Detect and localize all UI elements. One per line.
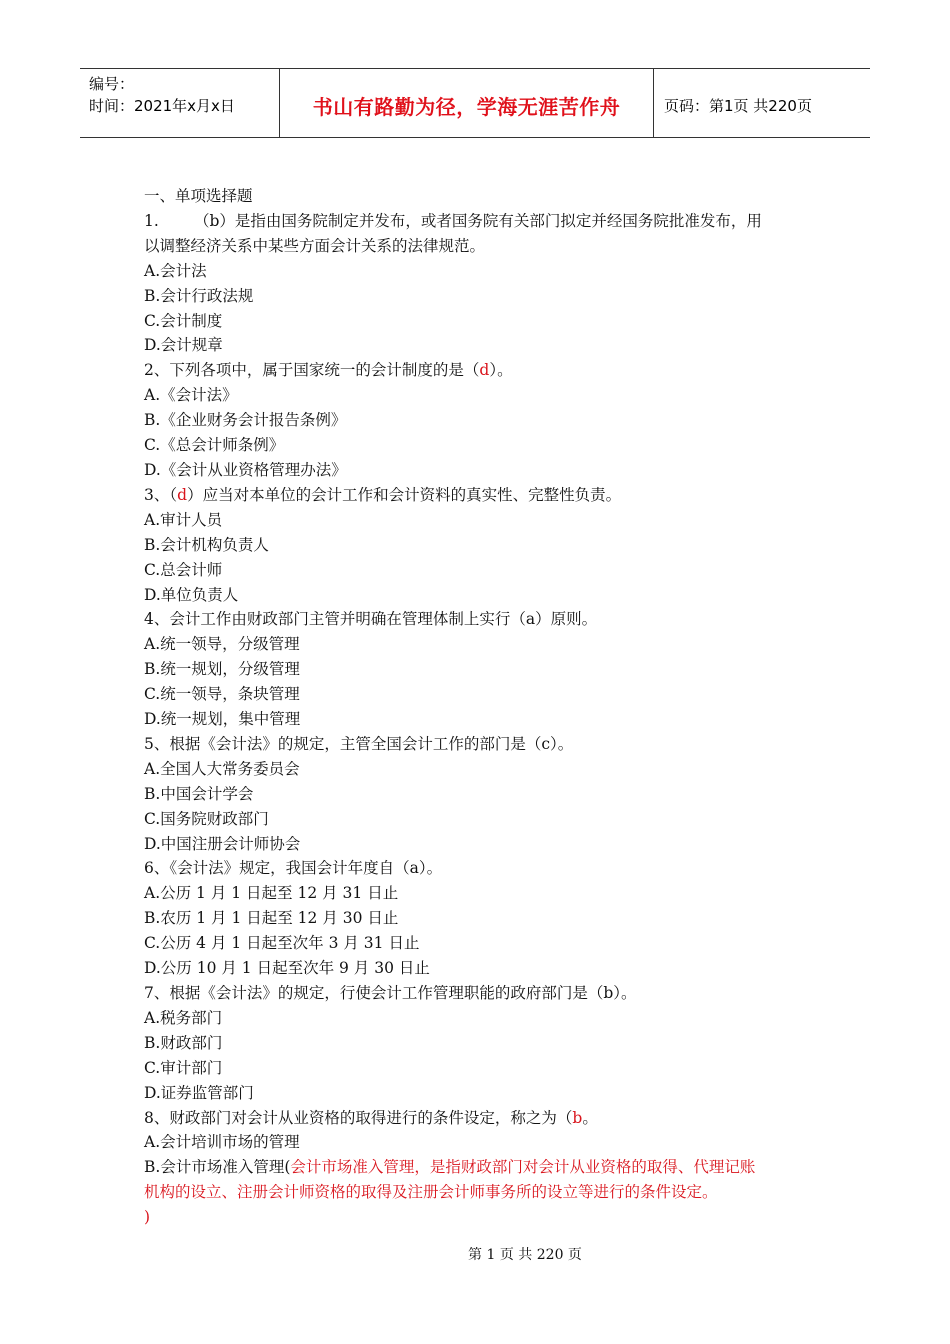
header-page-label: 页码：第1页 共220页 [664,96,812,115]
document-body [144,184,824,1230]
question-7: 7、根据《会计法》的规定，行使会计工作管理职能的政府部门是（b）。 [144,984,637,1002]
option-b: B.《企业财务会计报告条例》 [144,411,347,430]
option-d: D.单位负责人 [144,585,239,604]
header-table [80,68,870,138]
option-b [144,1155,824,1180]
option-b: B.会计机构负责人 [144,535,269,554]
answer-mark: d [479,361,490,380]
option-d: D.公历 10 月 1 日起至次年 9 月 30 日止 [144,959,430,978]
question-6: 6、《会计法》规定，我国会计年度自（a）。 [144,859,443,878]
question-5: 5、根据《会计法》的规定，主管全国会计工作的部门是（c）。 [144,734,574,753]
option-a: A.《会计法》 [144,386,238,405]
option-a: A.全国人大常务委员会 [144,759,300,778]
option-b: B.会计行政法规 [144,286,254,305]
question-3 [144,483,824,508]
option-c: C.《总会计师条例》 [144,436,285,455]
serial-label: 编号： [89,75,135,93]
option-c: C.统一领导，条块管理 [144,685,300,704]
option-c: C.国务院财政部门 [144,809,269,828]
option-a: A.税务部门 [144,1008,223,1027]
question-text: 2、下列各项中，属于国家统一的会计制度的是（ [144,361,480,380]
question-4: 4、会计工作由财政部门主管并明确在管理体制上实行（a）原则。 [144,610,598,629]
section-title: 一、单项选择题 [144,187,253,205]
option-b: B.统一规划，分级管理 [144,660,300,679]
explanation-close: ) [144,1208,151,1227]
question-number: 1. [144,211,159,230]
question-text-end: ）应当对本单位的会计工作和会计资料的真实性、完整性负责。 [187,485,622,504]
question-1 [144,209,824,234]
question-8 [144,1106,824,1131]
option-c: C.会计制度 [144,311,223,330]
question-1-continued: 以调整经济关系中某些方面会计关系的法律规范。 [144,236,486,255]
option-b: B.农历 1 月 1 日起至 12 月 30 日止 [144,909,399,928]
option-a: A.公历 1 月 1 日起至 12 月 31 日止 [144,884,399,903]
page-footer: 第 1 页 共 220 页 [468,1247,582,1263]
question-text: （b）是指由国务院制定并发布，或者国务院有关部门拟定并经国务院批准发布，用 [194,211,762,230]
time-label: 时间：2021年x月x日 [89,97,235,115]
option-a: A.会计培训市场的管理 [144,1133,300,1152]
option-c: C.公历 4 月 1 日起至次年 3 月 31 日止 [144,934,420,953]
question-text-end: ）。 [489,361,513,380]
option-a: A.会计法 [144,261,207,280]
option-a: A.统一领导，分级管理 [144,635,300,654]
explanation-note: 会计市场准入管理，是指财政部门对会计从业资格的取得、代理记账 [290,1158,756,1177]
answer-mark: d [177,485,188,504]
header-meta-cell [80,69,280,137]
option-d: D.会计规章 [144,336,223,355]
option-b-text: B.会计市场准入管理( [144,1158,291,1177]
header-motto: 书山有路勤为径，学海无涯苦作舟 [280,69,654,137]
option-c: C.总会计师 [144,560,223,579]
option-a: A.审计人员 [144,510,223,529]
option-d: D.中国注册会计师协会 [144,834,301,853]
option-d: D.《会计从业资格管理办法》 [144,460,347,479]
option-c: C.审计部门 [144,1058,223,1077]
explanation-note-continued: 机构的设立、注册会计师资格的取得及注册会计师事务所的设立等进行的条件设定。 [144,1183,718,1202]
question-text: 8、财政部门对会计从业资格的取得进行的条件设定，称之为（ [144,1108,573,1127]
option-b: B.财政部门 [144,1033,223,1052]
question-text: 3、（ [144,485,178,504]
option-b: B.中国会计学会 [144,784,254,803]
option-d: D.证券监管部门 [144,1083,254,1102]
answer-mark: b [572,1108,583,1127]
question-2 [144,358,824,383]
option-d: D.统一规划，集中管理 [144,710,301,729]
question-text-end: 。 [582,1108,598,1127]
